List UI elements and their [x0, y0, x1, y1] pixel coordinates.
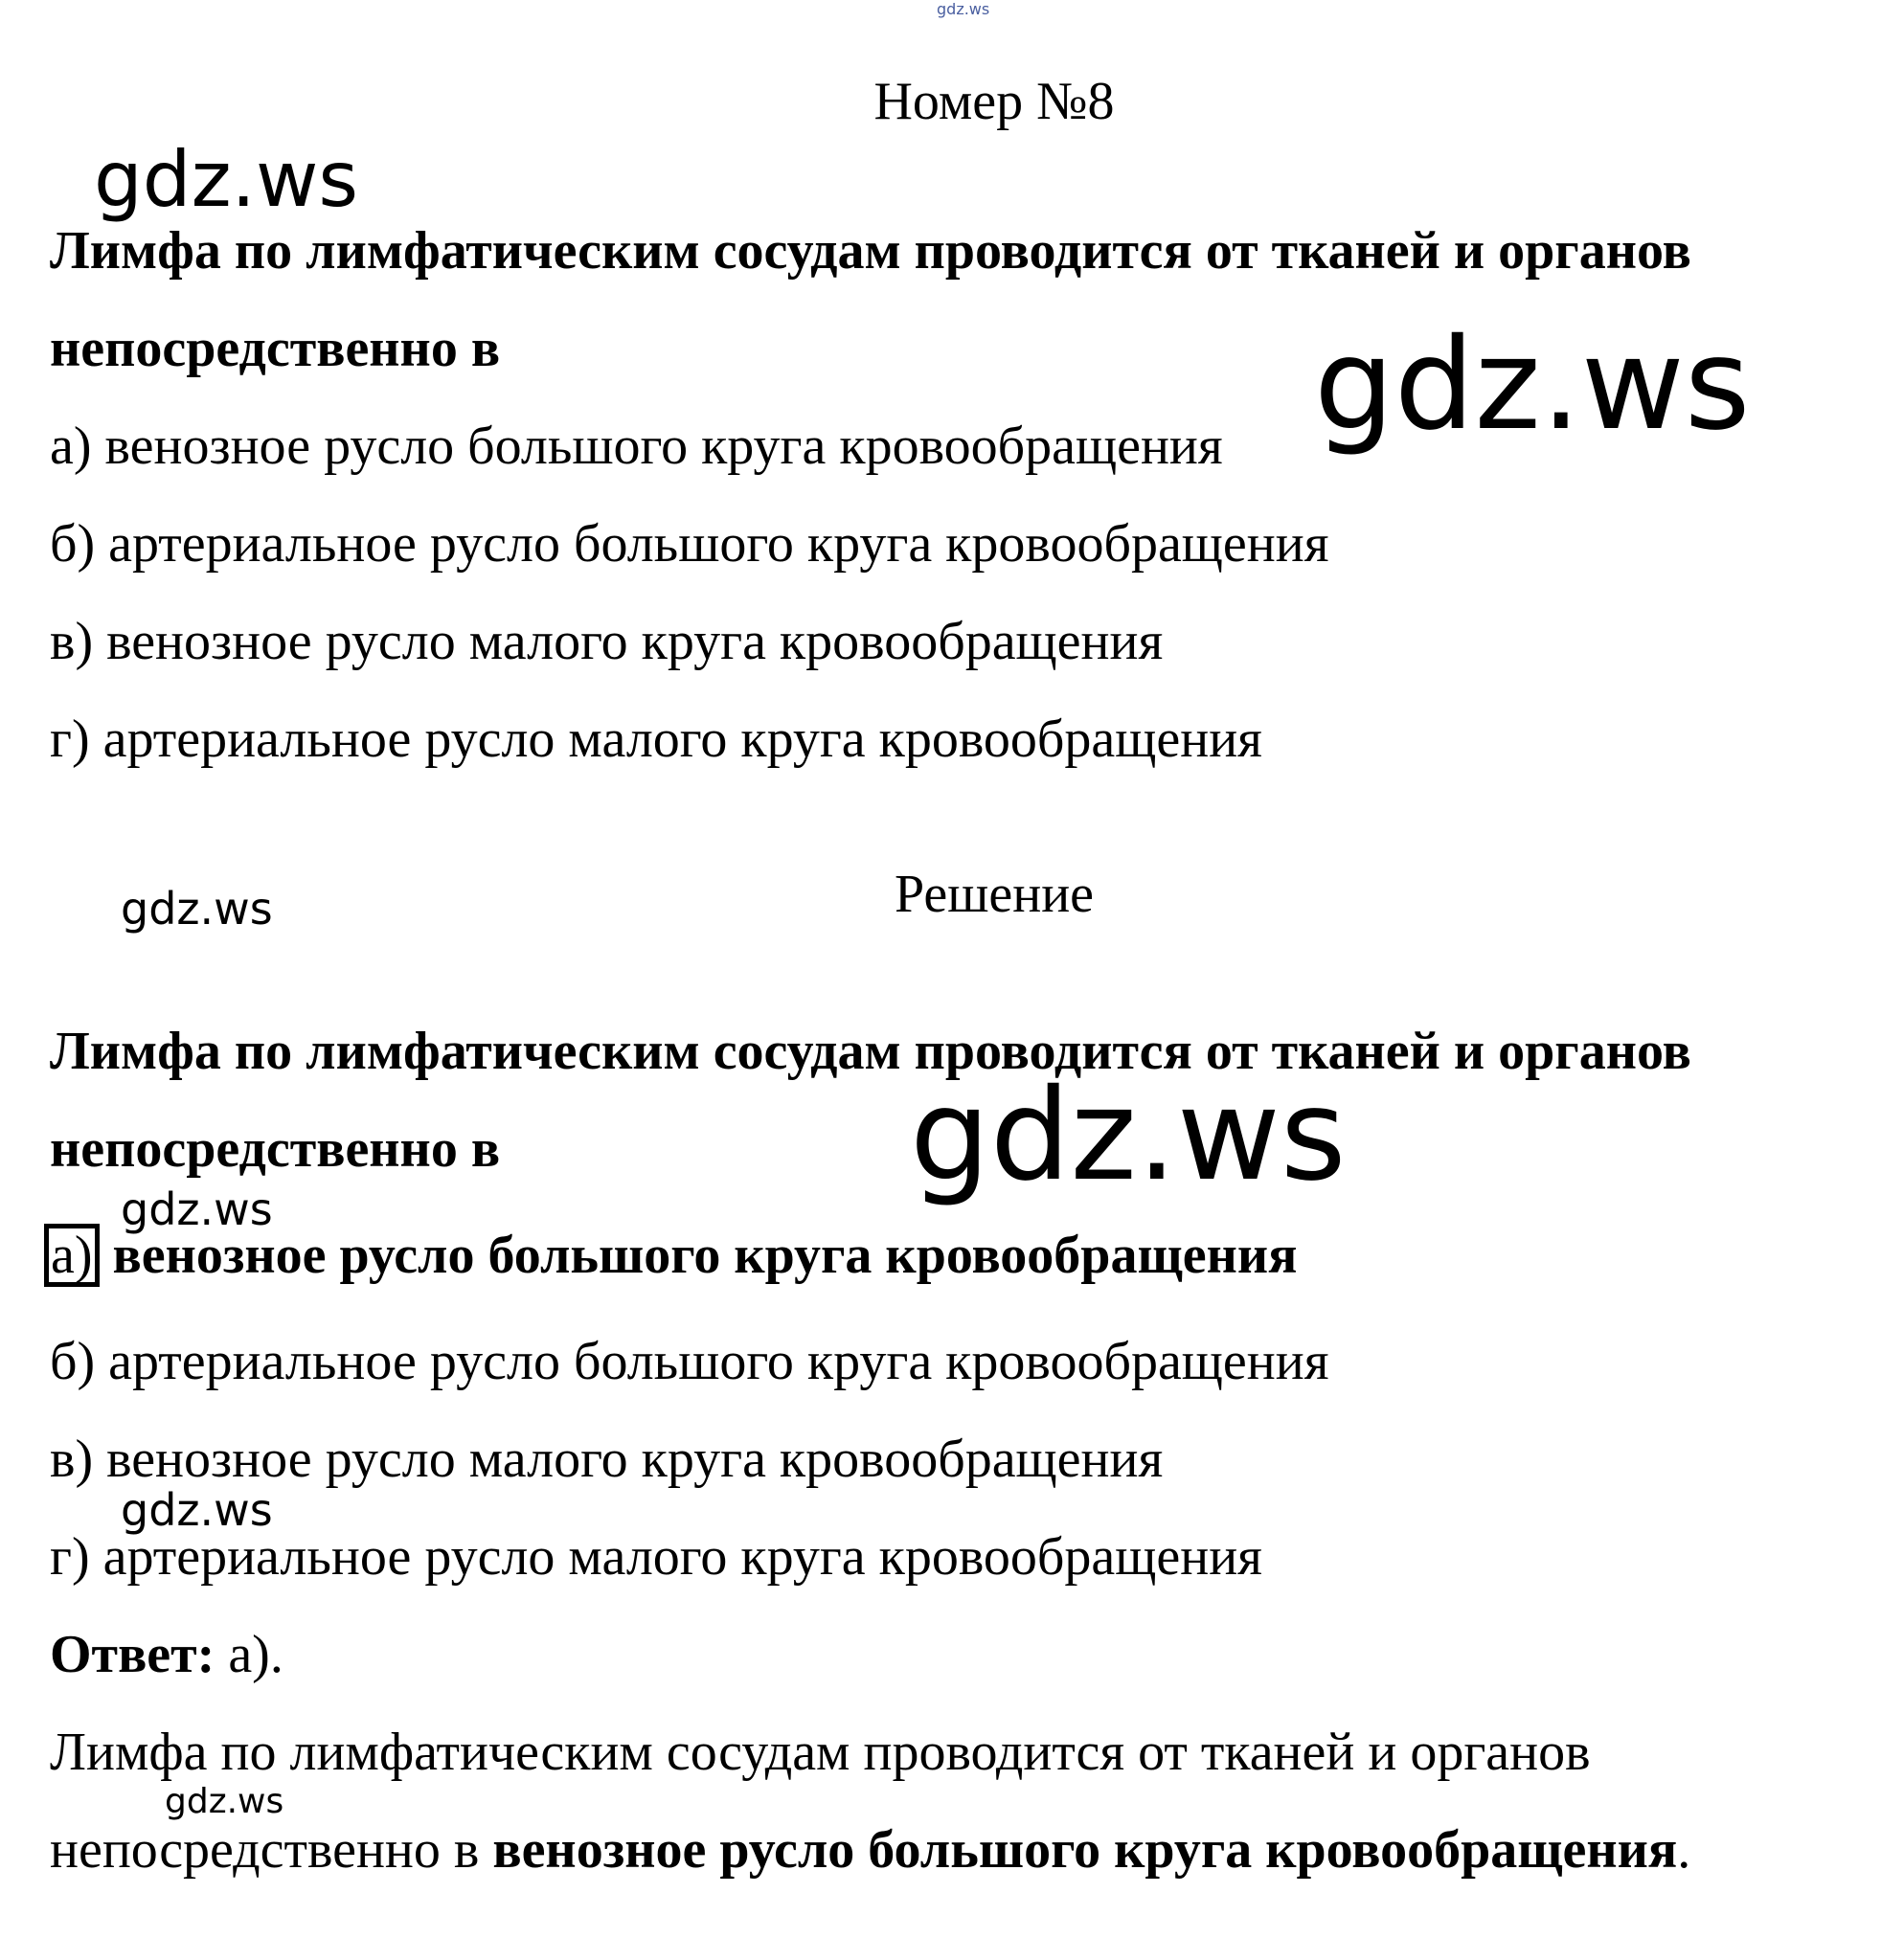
- selected-answer-box: а): [44, 1224, 100, 1287]
- answer-label: Ответ:: [50, 1625, 215, 1684]
- watermark: gdz.ws: [910, 1062, 1347, 1209]
- watermark: gdz.ws: [165, 1782, 284, 1821]
- solution-option-d: г) артериальное русло малого круга кровообращения: [50, 1527, 1262, 1587]
- watermark: gdz.ws: [1314, 311, 1751, 459]
- answer-line: [50, 1625, 283, 1684]
- watermark: gdz.ws: [121, 1183, 273, 1235]
- selected-answer-text: венозное русло большого круга кровообращения: [99, 1226, 1298, 1285]
- watermark: gdz.ws: [121, 1484, 273, 1536]
- question-option-b: б) артериальное русло большого круга кровообращения: [50, 514, 1329, 574]
- explanation-line-2: [50, 1820, 1691, 1880]
- question-option-a: а) венозное русло большого круга кровообращения: [50, 417, 1223, 476]
- solution-line-1: Лимфа по лимфатическим сосудам проводится от тканей и органов: [50, 1022, 1691, 1081]
- solution-option-c: в) венозное русло малого круга кровообращения: [50, 1430, 1164, 1489]
- watermark-top: gdz.ws: [937, 0, 990, 18]
- question-line-2: непосредственно в: [50, 319, 501, 378]
- explanation-prefix: непосредственно в: [50, 1820, 493, 1880]
- page-title: Номер №8: [873, 72, 1115, 131]
- solution-option-a: [50, 1224, 1297, 1287]
- explanation-line-1: Лимфа по лимфатическим сосудам проводится от тканей и органов: [50, 1723, 1591, 1782]
- question-option-d: г) артериальное русло малого круга кровообращения: [50, 710, 1262, 769]
- question-line-1: Лимфа по лимфатическим сосудам проводится от тканей и органов: [50, 221, 1691, 281]
- solution-heading: Решение: [894, 865, 1095, 924]
- solution-option-b: б) артериальное русло большого круга кровообращения: [50, 1332, 1329, 1391]
- explanation-bold: венозное русло большого круга кровообращения: [492, 1820, 1678, 1880]
- solution-line-2: непосредственно в: [50, 1119, 501, 1179]
- question-option-c: в) венозное русло малого круга кровообращения: [50, 612, 1164, 671]
- watermark: gdz.ws: [94, 135, 359, 224]
- watermark: gdz.ws: [121, 883, 273, 935]
- answer-value: а).: [215, 1625, 283, 1684]
- explanation-suffix: .: [1677, 1820, 1691, 1880]
